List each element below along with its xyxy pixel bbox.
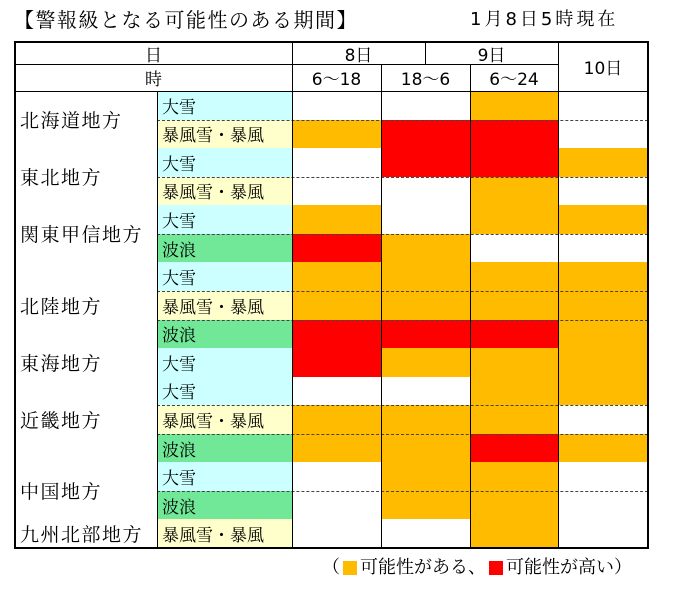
hazard-type-cell: 大雪 (157, 348, 292, 377)
region-name: 東海地方 (15, 348, 157, 377)
header-time-label: 時 (15, 64, 292, 91)
header-day-8: 8日 (292, 42, 425, 64)
legend (322, 556, 632, 580)
legend-separator: 、 (468, 557, 486, 578)
hazard-type-cell: 大雪 (157, 91, 292, 120)
header-day-label: 日 (15, 42, 292, 64)
hazard-type-cell: 大雪 (157, 205, 292, 234)
region-name: 東北地方 (15, 148, 157, 205)
hazard-type-cell: 暴風雪・暴風 (157, 519, 292, 548)
hazard-type-cell: 波浪 (157, 320, 292, 349)
header-period-3: 6～24 (470, 64, 558, 91)
hazard-type-cell: 大雪 (157, 462, 292, 491)
header-period-2: 18～6 (381, 64, 470, 91)
region-name: 北陸地方 (15, 262, 157, 348)
hazard-type-cell: 波浪 (157, 234, 292, 263)
hazard-type-cell: 暴風雪・暴風 (157, 177, 292, 206)
hazard-type-cell: 暴風雪・暴風 (157, 120, 292, 149)
header-period-1: 6～18 (292, 64, 381, 91)
hazard-type-cell: 大雪 (157, 262, 292, 291)
header-day-10: 10日 (558, 42, 648, 91)
hazard-type-cell: 大雪 (157, 148, 292, 177)
page-title: 【警報級となる可能性のある期間】 (14, 8, 358, 32)
region-name: 近畿地方 (15, 377, 157, 463)
legend-swatch-high (489, 561, 503, 575)
header-day-9: 9日 (425, 42, 558, 64)
hazard-type-cell: 暴風雪・暴風 (157, 405, 292, 434)
hazard-type-cell: 大雪 (157, 377, 292, 406)
hazard-type-cell: 暴風雪・暴風 (157, 291, 292, 320)
region-name: 九州北部地方 (15, 519, 157, 548)
region-name: 中国地方 (15, 462, 157, 519)
table-frame (14, 41, 649, 549)
as-of-timestamp: 1月8日5時現在 (470, 9, 619, 30)
legend-label-possible: 可能性がある (360, 557, 468, 578)
hazard-type-cell: 波浪 (157, 434, 292, 463)
legend-close-paren: ） (614, 557, 632, 578)
legend-open-paren: （ (322, 557, 340, 578)
region-name: 関東甲信地方 (15, 205, 157, 262)
legend-swatch-possible (343, 561, 357, 575)
hazard-type-cell: 波浪 (157, 491, 292, 520)
legend-label-high: 可能性が高い (506, 557, 614, 578)
region-name: 北海道地方 (15, 91, 157, 148)
